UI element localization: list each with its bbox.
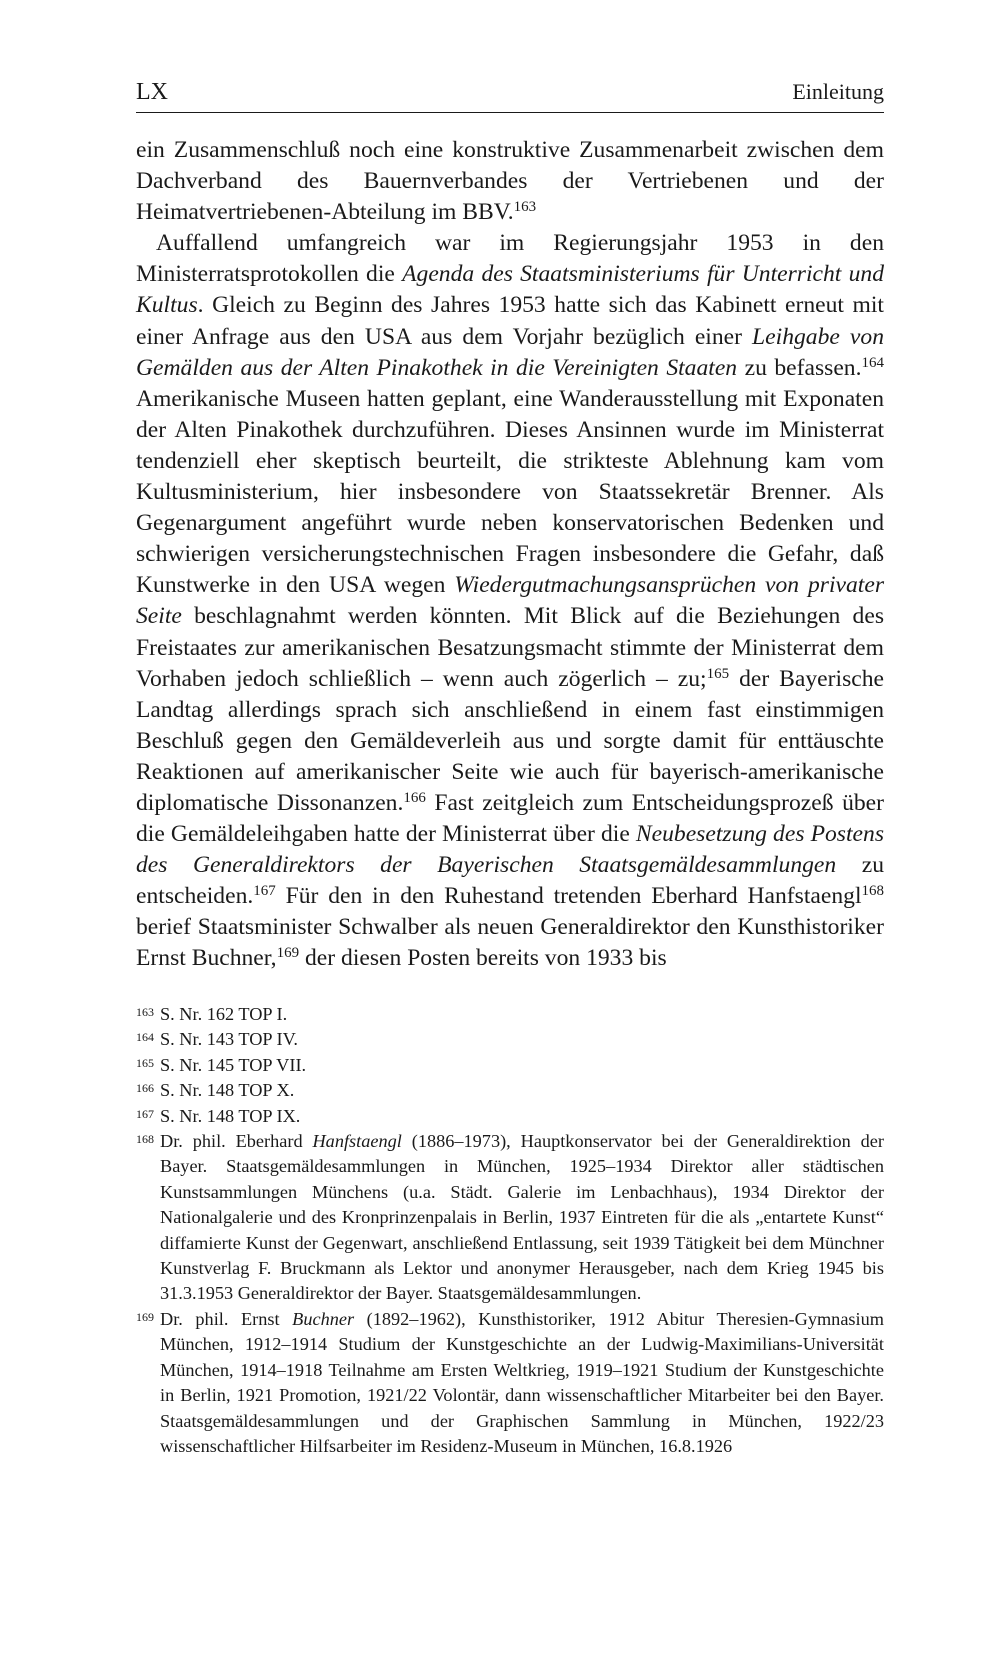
text-run: (1886–1973), Hauptkonservator bei der Generaldirektion der Bayer. Staatsgemäldesammlungen in München, 1925–1934 Direktor aller städtischen Kunstsammlungen Münchens (u.a. Städt. Galerie im Lenbachhaus), 1934 Direktor der Nationalgalerie und des Kronprinzenpalais in Berlin, 1937 Eintreten für die als „entartete Kunst“ diffamierte Kunst der Gegenwart, anschließend Entlassung, seit 1939 Tätigkeit bei dem Münchner Kunstverlag F. Bruckmann als Lektor und anonymer Herausgeber, nach dem Krieg 1945 bis 31.3.1953 Generaldirektor der Bayer. Staatsgemäldesammlungen. xyxy=(160,1131,884,1304)
footnote xyxy=(136,1027,884,1052)
text-run: Für den in den Ruhestand tretenden Eberhard Hanfstaengl xyxy=(275,883,862,910)
footnote-reference: 163 xyxy=(513,199,537,216)
page xyxy=(136,78,884,975)
footnote xyxy=(136,1078,884,1103)
footnote-number: 168 xyxy=(136,1132,154,1147)
footnote-text xyxy=(160,1307,884,1459)
text-run: Amerikanische Museen hatten geplant, eine Wanderausstellung mit Exponaten der Alten Pinakothek durchzuführen. Dieses Ansinnen wurde im Ministerrat tendenziell eher skeptisch beurteilt, die strikteste Ablehnung kam vom Kultusministerium, hier insbesondere von Staatssekretär Brenner. Als Gegenargument angeführt wurde neben konservatorischen Bedenken und schwierigen versicherungstechnischen Fragen insbesondere die Gefahr, daß Kunstwerke in den USA wegen xyxy=(136,385,884,599)
footnote-reference: 166 xyxy=(403,789,426,806)
text-run: Dr. phil. Ernst xyxy=(160,1308,293,1329)
footnote-text xyxy=(160,1002,884,1027)
footnote-number: 163 xyxy=(136,1005,154,1019)
page-number: LX xyxy=(136,79,168,105)
footnote-text xyxy=(160,1027,884,1052)
text-run: zu befassen. xyxy=(737,354,862,381)
text-run: (1892–1962), Kunsthistoriker, 1912 Abitur Theresien-Gymnasium München, 1912–1914 Studium der Kunstgeschichte an der Ludwig-Maximilians-Universität München, 1914–1918 Teilnahme am Ersten Weltkrieg, 1919–1921 Studium der Kunstgeschichte in Berlin, 1921 Promotion, 1921/22 Volontär, dann wissenschaftlicher Mitarbeiter bei den Bayer. Staatsgemäldesammlungen und der Graphischen Sammlung in München, 1922/23 wissenschaftlicher Hilfsarbeiter im Residenz-Museum in München, 16.8.1926 xyxy=(160,1308,884,1456)
footnote-number: 165 xyxy=(136,1055,154,1070)
text-run: . Gleich zu Beginn des Jahres 1953 hatte sich das Kabinett erneut mit einer Anfrage aus den USA aus dem Vorjahr bezüglich einer xyxy=(136,292,884,350)
text-run: S. Nr. 145 TOP VII. xyxy=(160,1054,307,1075)
italic-text: Wiedergutmachungsansprüchen von privater Seite xyxy=(136,572,884,630)
text-run: S. Nr. 148 TOP X. xyxy=(160,1080,295,1101)
text-run: zu entscheiden. xyxy=(136,852,884,910)
text-run: Auffallend umfangreich war im Regierungsjahr 1953 in den Ministerratsprotokollen die xyxy=(136,230,884,288)
footnote xyxy=(136,1053,884,1078)
footnote xyxy=(136,1129,884,1307)
paragraph xyxy=(136,135,884,228)
footnote-reference: 169 xyxy=(276,945,300,962)
footnote-text xyxy=(160,1104,884,1129)
footnote-reference: 164 xyxy=(861,354,884,371)
footnote-number: 167 xyxy=(136,1106,154,1121)
footnote-number: 164 xyxy=(136,1030,154,1045)
text-run: S. Nr. 143 TOP IV. xyxy=(160,1029,298,1050)
text-run: der Bayerische Landtag allerdings sprach sich anschließend in einem fast einstimmigen Beschluß gegen den Gemäldeverleih aus und sorgte damit für enttäuschte Reaktionen auf amerikanischer Seite wie auch für bayerisch-amerikanische diplomatische Dissonanzen. xyxy=(136,665,884,816)
running-title: Einleitung xyxy=(792,79,884,104)
footnote-reference: 165 xyxy=(706,665,730,682)
main-text xyxy=(136,135,884,975)
footnote xyxy=(136,1002,884,1027)
italic-text: Leihgabe von Gemälden aus der Alten Pinakothek in die Vereinigten Staaten xyxy=(136,323,884,381)
text-run: Dr. phil. Eberhard xyxy=(160,1131,313,1152)
text-run: berief Staatsminister Schwalber als neuen Generaldirektor den Kunsthistoriker Ernst Buchner, xyxy=(136,914,884,972)
text-run: beschlagnahmt werden könnten. Mit Blick auf die Beziehungen des Freistaates zur amerikanischen Besatzungsmacht stimmte der Ministerrat dem Vorhaben jedoch schließlich – wenn auch zögerlich – zu; xyxy=(136,603,884,692)
footnote-reference: 167 xyxy=(253,883,276,900)
italic-text: Hanfstaengl xyxy=(312,1131,402,1152)
italic-text: Neubesetzung des Postens des Generaldirektors der Bayerischen Staatsgemäldesammlungen xyxy=(136,821,884,879)
footnote-text xyxy=(160,1053,884,1078)
footnote-number: 166 xyxy=(136,1081,154,1096)
footnote-text xyxy=(160,1129,884,1307)
footnote-number: 169 xyxy=(136,1309,154,1324)
footnotes xyxy=(136,1002,884,1459)
italic-text: Buchner xyxy=(292,1308,355,1329)
running-header xyxy=(136,78,884,113)
footnote-text xyxy=(160,1078,884,1103)
footnote-reference: 168 xyxy=(861,883,884,900)
text-run: der diesen Posten bereits von 1933 bis xyxy=(299,945,667,972)
paragraph xyxy=(136,228,884,974)
italic-text: Agenda des Staatsministeriums für Unterricht und Kultus xyxy=(136,261,885,319)
text-run: ein Zusammenschluß noch eine konstruktive Zusammenarbeit zwischen dem Dachverband des Bauernverbandes der Vertriebenen und der Heimatvertriebenen-Abteilung im BBV. xyxy=(136,137,884,226)
text-run: S. Nr. 162 TOP I. xyxy=(160,1004,288,1024)
footnote xyxy=(136,1104,884,1129)
text-run: Fast zeitgleich zum Entscheidungsprozeß über die Gemäldeleihgaben hatte der Ministerrat über die xyxy=(136,789,885,848)
text-run: S. Nr. 148 TOP IX. xyxy=(160,1105,301,1126)
footnote xyxy=(136,1307,884,1459)
